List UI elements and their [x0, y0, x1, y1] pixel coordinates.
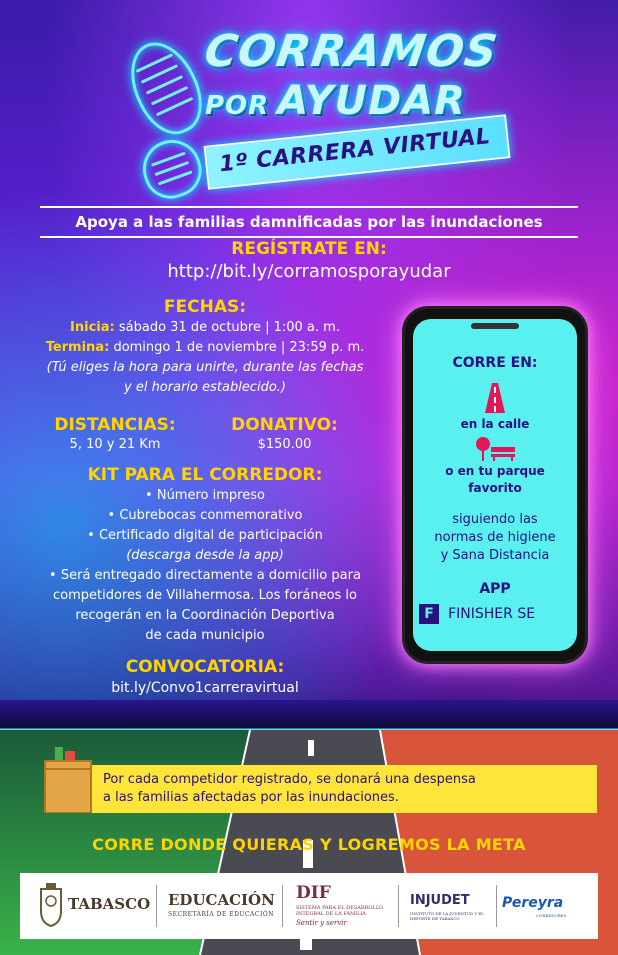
- kit-heading: KIT PARA EL CORREDOR:: [87, 465, 323, 485]
- phone-illustration: [402, 306, 588, 664]
- phone-notch: [471, 323, 519, 329]
- register-section: [40, 238, 578, 284]
- distances-heading: DISTANCIAS:: [54, 415, 176, 435]
- end-label: Termina:: [45, 340, 110, 355]
- kit-section: [10, 464, 400, 646]
- donativo-value: $150.00: [257, 437, 312, 452]
- subtitle-text: 1º CARRERA VIRTUAL: [218, 124, 492, 178]
- phone-rules-line-3: y Sana Distancia: [440, 548, 550, 563]
- donation-note-line-2: a las familias afectadas por las inundaciones.: [103, 790, 399, 805]
- dates-start: [10, 318, 400, 338]
- start-label: Inicia:: [70, 320, 115, 335]
- title-line-2: [205, 78, 466, 124]
- pereyra-sub: CORREDORES: [536, 913, 567, 918]
- subtitle-box: [204, 114, 511, 190]
- dates-note-1: (Tú eliges la hora para unirte, durante las fechas: [46, 360, 364, 375]
- kit-item-4-line-3: recogerán en la Coordinación Deportiva: [75, 608, 335, 623]
- sponsors-footer: [20, 873, 598, 939]
- dif-sub: SISTEMA PARA EL DESARROLLO INTEGRAL DE LA FAMILIA: [296, 905, 384, 917]
- event-title-logo: [135, 18, 515, 208]
- title-ayudar: AYUDAR: [277, 78, 466, 124]
- shoe-print-icon: [118, 31, 215, 144]
- register-heading: REGÍSTRATE EN:: [231, 239, 387, 259]
- road-icon: [481, 383, 509, 413]
- kit-item-4-line-4: de cada municipio: [145, 628, 265, 643]
- injudet-logo-text: INJUDET: [410, 893, 470, 908]
- pereyra-logo-text: Pereyra: [502, 895, 564, 911]
- finisher-app: [419, 603, 571, 625]
- distances-section: [40, 414, 190, 454]
- kit-item-3-note: (descarga desde la app): [126, 548, 284, 563]
- phone-option-2: [413, 463, 577, 497]
- educacion-sub: SECRETARÍA DE EDUCACIÓN: [168, 911, 275, 918]
- donation-note-box: [45, 765, 597, 813]
- kit-item-4-line-2: competidores de Villahermosa. Los foráneos lo: [52, 588, 358, 603]
- donation-note-line-1: Por cada competidor registrado, se donará una despensa: [103, 772, 476, 787]
- call-heading: CONVOCATORIA:: [125, 657, 285, 677]
- distances-value: 5, 10 y 21 Km: [69, 437, 161, 452]
- injudet-sub: INSTITUTO DE LA JUVENTUD Y EL DEPORTE DE TABASCO: [410, 911, 484, 921]
- phone-option-1: en la calle: [460, 417, 530, 431]
- kit-item-1: • Número impreso: [145, 488, 265, 503]
- kit-item-3: • Certificado digital de participación: [87, 528, 323, 543]
- kit-item-2: • Cubrebocas conmemorativo: [107, 508, 303, 523]
- phone-rules-line-1: siguiendo las: [452, 512, 538, 527]
- park-icon: [475, 437, 517, 461]
- phone-rules: [413, 511, 577, 565]
- phone-rules-line-2: normas de higiene: [434, 530, 556, 545]
- phone-option-2-line-1: o en tu parque: [445, 464, 545, 478]
- end-value: domingo 1 de noviembre | 23:59 p. m.: [113, 340, 365, 355]
- start-value: sábado 31 de octubre | 1:00 a. m.: [118, 320, 340, 335]
- divider: [496, 885, 497, 927]
- donativo-heading: DONATIVO:: [231, 415, 338, 435]
- tabasco-logo-text: TABASCO: [68, 895, 151, 913]
- divider: [156, 885, 157, 927]
- donativo-section: [212, 414, 357, 454]
- phone-heading: CORRE EN:: [452, 355, 538, 371]
- divider: [398, 885, 399, 927]
- tabasco-seal-icon: [38, 883, 64, 927]
- kit-item-4-line-1: • Será entregado directamente a domicilio para: [49, 568, 361, 583]
- educacion-logo-text: EDUCACIÓN: [168, 891, 275, 909]
- title-line-1: CORRAMOS: [201, 26, 501, 77]
- phone-option-2-line-2: favorito: [468, 481, 522, 495]
- dates-note-2: y el horario establecido.): [124, 380, 286, 395]
- shoe-heel-icon: [135, 132, 209, 206]
- phone-app-label: APP: [479, 581, 511, 597]
- banner: Apoya a las familias damnificadas por las inundaciones: [40, 206, 578, 238]
- dif-logo-text: DIF: [296, 883, 331, 903]
- finisher-app-name: FINISHER SE: [448, 605, 536, 622]
- divider: [282, 885, 283, 927]
- register-url[interactable]: http://bit.ly/corramosporayudar: [167, 261, 451, 282]
- grocery-bag-icon: [41, 747, 95, 813]
- dates-end: [10, 338, 400, 358]
- dates-section: [10, 296, 400, 398]
- dif-slogan: Sentir y servir: [296, 919, 347, 927]
- phone-screen: [413, 319, 577, 651]
- title-por: POR: [205, 91, 270, 121]
- slogan: CORRE DONDE QUIERAS Y LOGREMOS LA META: [92, 835, 526, 854]
- donation-note-text: [103, 771, 476, 807]
- dates-heading: FECHAS:: [163, 297, 247, 317]
- finisher-logo-icon: F: [419, 604, 439, 624]
- call-url[interactable]: bit.ly/Convo1carreravirtual: [111, 680, 299, 696]
- call-section: [10, 656, 400, 698]
